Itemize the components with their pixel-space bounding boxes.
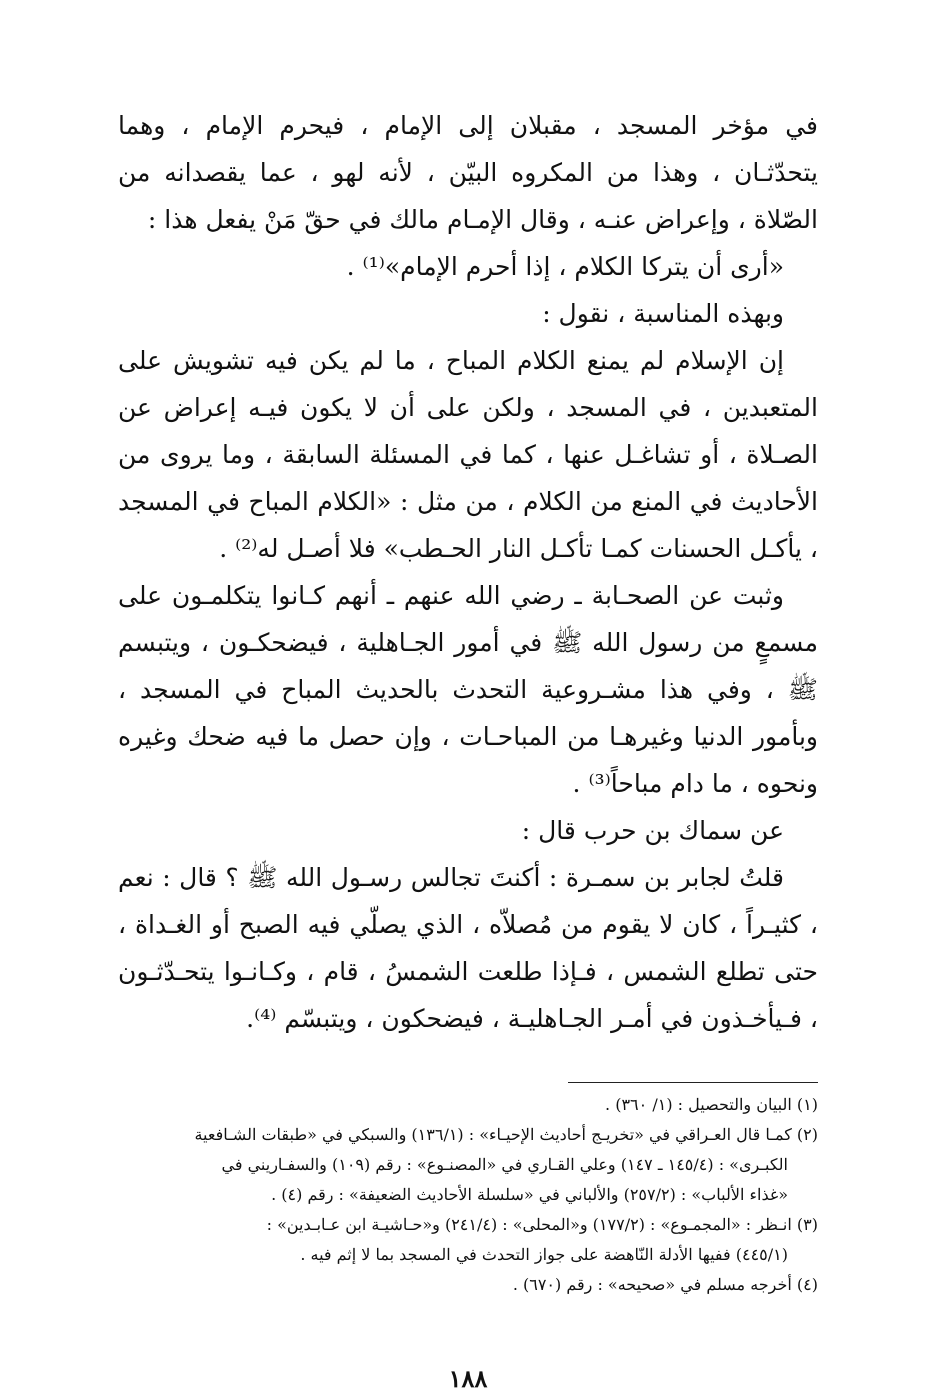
page-content	[118, 102, 819, 1393]
text-line: في مؤخر المسجد ، مقبلان إلى الإمام ، فيحرم الإمام ، وهما يتحدّثـان ، وهذا من	[118, 111, 818, 187]
paragraph-1	[118, 102, 818, 243]
text-line: رسول الله ﷺ في أمور الجـاهلية ، فيضحكـون ، ويتبسم ﷺ ، وفي هذا مشـروعية	[118, 628, 818, 704]
text-line: «الكلام المباح في المسجد ، يأكـل الحسنات كمـا تأكـل النار الحـطب» فلا أصـل	[118, 487, 818, 563]
footnote-2-continuation	[118, 1150, 818, 1180]
text-line: التحدث بالحديث المباح في المسجد ، وبأمور الدنيا وغيرهـا من المباحـات ، وإن	[118, 675, 819, 751]
paragraph-2: وبهذه المناسبة ، نقول :	[542, 299, 784, 328]
paragraph-4	[118, 572, 818, 807]
footnote-2-continuation	[118, 1180, 818, 1210]
footnote-4: (٤) أخرجه مسلم في «صحيحه» : رقم (٦٧٠) .	[512, 1275, 818, 1294]
footnote-separator	[568, 1082, 818, 1083]
main-text	[118, 102, 818, 1042]
footnote-line: (٢) كمـا قال العـراقي في «تخريـج أحاديث الإحيـاء» : (١٣٦/١) والسبكي في «طبقات الشـافعية	[194, 1125, 818, 1144]
quote-line: «أرى أن يتركا الكلام ، إذا أحرم الإمام»⁽¹⁾ .	[346, 252, 784, 281]
footnote-line: الكبـرى» : (١٤٥/٤ ـ ١٤٧) وعلي القـاري في «المصنـوع» : رقم (١٠٩) والسفـاريني في	[221, 1155, 788, 1174]
paragraph-6	[118, 854, 818, 1042]
text-line: حصل ما فيه ضحك وغيره ونحوه ، ما دام مباحاً⁽³⁾ .	[118, 722, 818, 798]
text-line: فـإذا طلعت الشمسُ ، قام ، وكـانـوا يتحـدّثـون ، فـيأخـذون في أمـر الجـاهليـة ،	[118, 957, 818, 1033]
text-line: المكروه البيّن ، لأنه لهو ، عما يقصدانه من الصّلاة ، وإعراض عنـه ، وقال الإمـام	[118, 158, 818, 234]
text-line: فيضحكون ، ويتبسّم ⁽⁴⁾.	[246, 1004, 484, 1033]
footnote-line: (٣) انـظر : «المجمـوع» : (١٧٧/٢) و«المحلى» : (٢٤١/٤) و«حـاشيـة ابن عـابـدين» :	[266, 1215, 818, 1234]
text-line: وثبت عن الصحـابة ـ رضي الله عنهم ـ أنهم كـانوا يتكلمـون على مسمعٍ من	[118, 581, 819, 657]
text-line: في المسجد ، ولكن على أن لا يكون فيـه إعراض عن الصـلاة ، أو تشاغـل عنها ،	[118, 393, 818, 469]
footnote-line: (٤٤٥/١) ففيها الأدلة النّاهضة على جواز التحدث في المسجد بما لا إثم فيه .	[300, 1245, 788, 1264]
footnote-2	[118, 1120, 818, 1150]
page-number: ١٨٨	[448, 1364, 488, 1393]
text-line: قلتُ لجابر بن سمـرة : أكنتَ تجالس رسـول الله ﷺ ؟ قال : نعم ، كثيـراً ،	[118, 863, 818, 939]
footnotes	[118, 1090, 818, 1300]
text-line: إن الإسلام لم يمنع الكلام المباح ، ما لم يكن فيه تشويش على المتعبدين ،	[118, 346, 818, 422]
text-line: كان لا يقوم من مُصلاّه ، الذي يصلّي فيه الصبح أو الغـداة ، حتى تطلع الشمس ،	[118, 910, 818, 986]
text-line: مالك في حقّ مَنْ يفعل هذا :	[147, 205, 440, 234]
footnote-1: (١) البيان والتحصيل : (١/ ٣٦٠) .	[605, 1095, 818, 1114]
footnote-3-continuation	[118, 1240, 818, 1270]
text-line: كما في المسئلة السابقة ، وما يروى من الأحاديث في المنع من الكلام ، من مثل :	[118, 440, 818, 516]
paragraph-3	[118, 337, 818, 572]
footnote-3	[118, 1210, 818, 1240]
text-line: له⁽²⁾ .	[219, 534, 279, 563]
footnote-line: «غذاء الألباب» : (٢٥٧/٢) والألباني في «سلسلة الأحاديث الضعيفة» : رقم (٤) .	[271, 1185, 788, 1204]
paragraph-5: عن سماك بن حرب قال :	[521, 816, 784, 845]
